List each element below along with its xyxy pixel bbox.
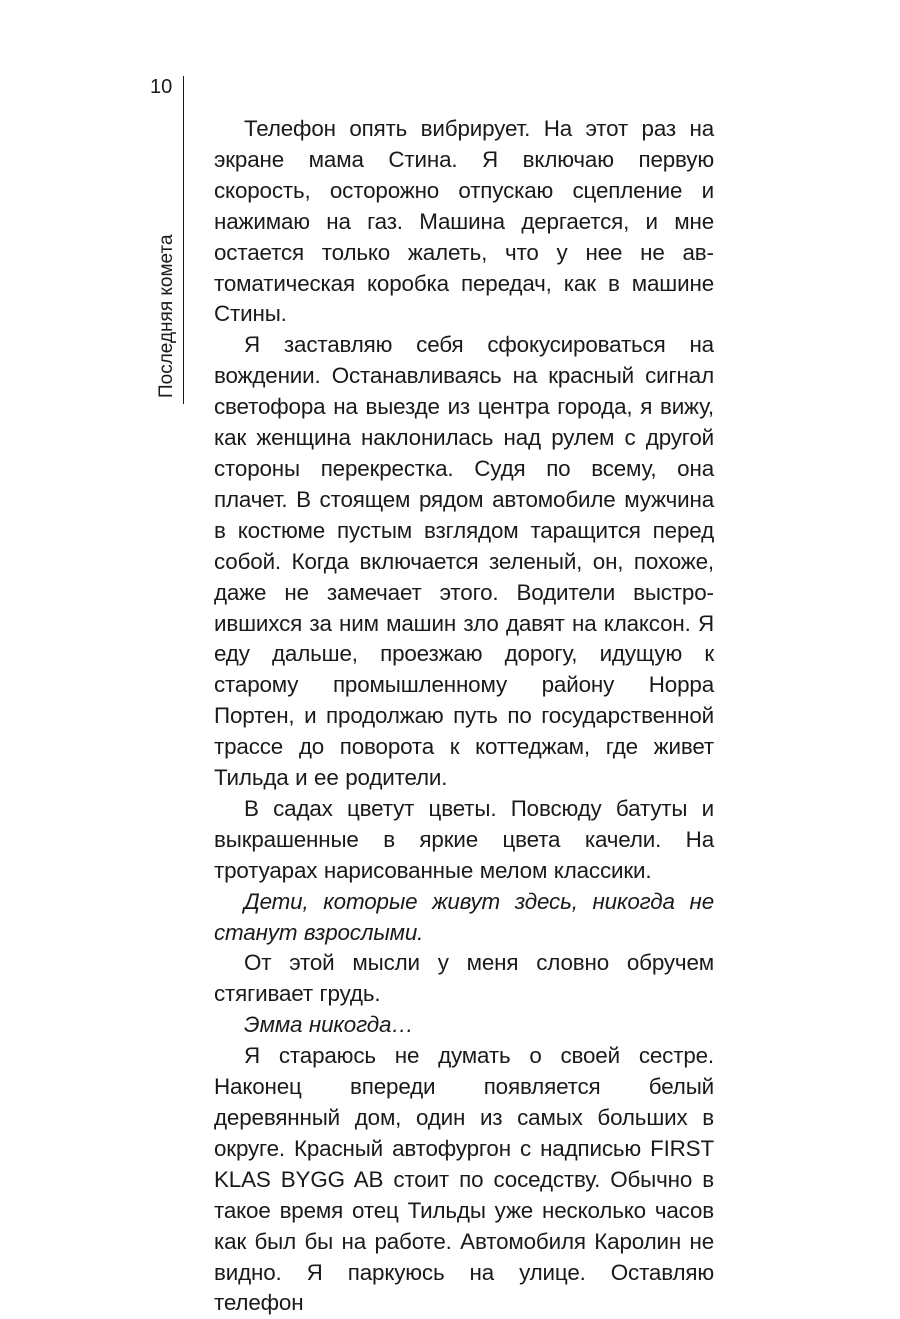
paragraph-5: От этой мысли у меня словно обручем стягивает грудь. bbox=[214, 950, 714, 1007]
paragraph-2: Я заставляю себя сфокусироваться на вождении. Останавливаясь на красный сигнал светофора на выезде из центра города, я вижу, как женщина наклонилась над рулем с другой стороны перекрестка. Судя по всему, она плачет. В стоящем рядом автомобиле мужчина в костюме пустым взглядом таращится перед собой. Когда включается зеленый, он, похоже, даже не замечает этого. Водители выстроившихся за ним машин зло давят на клаксон. Я еду дальше, проезжаю дорогу, идущую к старому промышленному району Норра Портен, и продолжаю путь по государственной трассе до поворота к коттеджам, где живет Тильда и ее родители. bbox=[214, 332, 714, 791]
paragraph-7: Я стараюсь не думать о своей сестре. Наконец впереди появляется белый деревянный дом, один из самых больших в округе. Красный автофургон с надписью FIRST KLAS BYGG AB стоит по соседству. Обычно в такое время отец Тильды уже несколько часов как был бы на работе. Автомобиля Каролин не видно. Я паркуюсь на улице. Оставляю телефон bbox=[214, 1043, 714, 1316]
body-text bbox=[214, 114, 714, 1319]
page-number: 10 bbox=[150, 76, 173, 98]
paragraph-3: В садах цветут цветы. Повсюду батуты и выкрашенные в яркие цвета качели. На тротуарах нарисованные мелом классики. bbox=[214, 795, 714, 883]
paragraph-1: Телефон опять вибрирует. На этот раз на экране мама Стина. Я включаю первую скорость, осторожно отпускаю сцепление и нажимаю на газ. Машина дергается, и мне остается только жалеть, что у нее не автоматическая коробка передач, как в машине Стины. bbox=[214, 116, 714, 327]
margin-rule bbox=[183, 76, 184, 404]
paragraph-4-italic: Дети, которые живут здесь, никогда не станут взрослыми. bbox=[214, 888, 714, 945]
paragraph-6-italic: Эмма никогда… bbox=[244, 1012, 414, 1038]
running-head: Последняя комета bbox=[156, 234, 177, 398]
